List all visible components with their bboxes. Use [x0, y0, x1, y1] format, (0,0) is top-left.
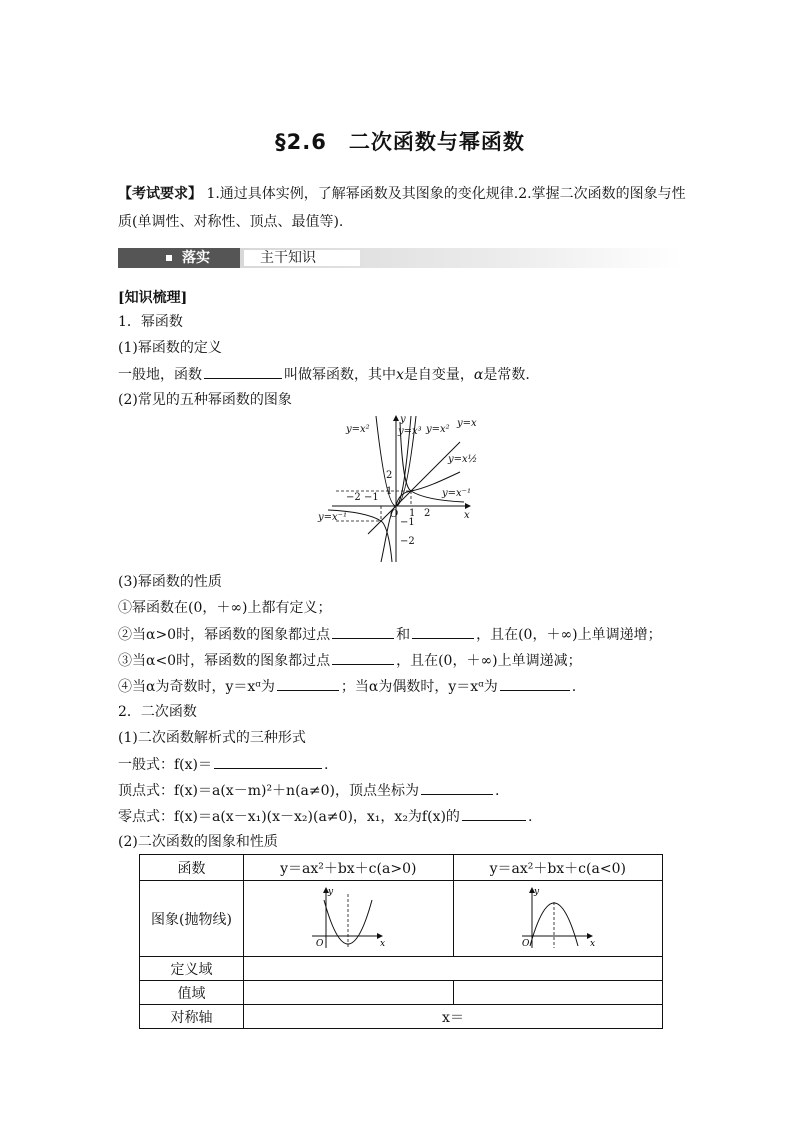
table-cell-axis: x＝ [244, 1005, 663, 1029]
label-y-x: y=x [457, 418, 477, 429]
p4-text-b: ；当α为偶数时，y＝xᵅ为 [340, 679, 498, 695]
fig-up-x: x [380, 938, 386, 949]
fig-down-o: O [521, 938, 530, 949]
blank-f3 [462, 806, 526, 821]
definition-line [118, 364, 530, 385]
def-x: x [396, 367, 404, 383]
label-y-x2: y=x² [346, 424, 370, 435]
origin-label: O [390, 509, 399, 520]
def-alpha: α [473, 367, 484, 383]
label-y-inv-left: y=x⁻¹ [318, 512, 347, 523]
part2-sub1: (1)二次函数解析式的三种形式 [118, 730, 306, 746]
part1-sub1: (1)幂函数的定义 [118, 340, 222, 356]
part1-sub3: (3)幂函数的性质 [118, 574, 222, 590]
blank-p3 [332, 650, 394, 665]
table-row [140, 981, 663, 1005]
property-3 [118, 650, 582, 671]
f1-text-a: 一般式：f(x)＝ [118, 757, 213, 773]
property-1: ①幂函数在(0，＋∞)上都有定义； [118, 600, 332, 616]
tick-y-m2: −2 [400, 536, 415, 547]
parabola-down-figure [518, 884, 598, 950]
table-header-a-pos: y＝ax²＋bx＋c(a>0) [244, 855, 453, 881]
requirements-line-1 [118, 184, 686, 204]
table-label-graph: 图象(抛物线) [140, 881, 244, 957]
fig-up-y: y [328, 886, 334, 897]
table-row [140, 1005, 663, 1029]
parabola-up-figure [308, 884, 388, 950]
table-row [140, 855, 663, 881]
form-general [118, 754, 328, 775]
blank-p4-1 [277, 676, 339, 691]
def-text-a: 一般地，函数 [118, 367, 202, 383]
table-label-domain: 定义域 [140, 957, 244, 981]
tick-x-m1: −1 [364, 492, 379, 503]
blank-p4-2 [500, 676, 570, 691]
p4-text-c: . [571, 679, 577, 695]
blank-definition [204, 364, 282, 379]
banner-light [240, 248, 682, 268]
fig-down-x: x [589, 938, 595, 949]
form-zero [118, 806, 532, 827]
banner-dark-text: 落实 [182, 250, 210, 266]
part1-sub2: (2)常见的五种幂函数的图象 [118, 392, 292, 408]
part2-sub2: (2)二次函数的图象和性质 [118, 834, 278, 850]
fig-down-y: y [533, 886, 539, 897]
p2-text-a: ②当α>0时，幂函数的图象都过点 [118, 627, 331, 643]
table-cell-graph-up [244, 881, 453, 957]
def-text-c: 是自变量， [403, 367, 474, 383]
property-4 [118, 676, 576, 697]
p2-text-b: 和 [396, 627, 411, 643]
p2-text-c: ，且在(0，＋∞)上单调递增； [476, 627, 662, 643]
requirements-text-2: 质(单调性、对称性、顶点、最值等). [118, 214, 344, 230]
table-cell-domain [244, 957, 663, 981]
def-text-d: 是常数. [483, 367, 530, 383]
fig-up-o: O [316, 938, 324, 949]
property-2 [118, 624, 662, 645]
table-header-function: 函数 [140, 855, 244, 881]
axis-y-label: y [400, 414, 406, 425]
blank-f2 [421, 780, 493, 795]
requirements-text-1: 1.通过具体实例，了解幂函数及其图象的变化规律.2.掌握二次函数的图象与性 [206, 186, 686, 202]
label-y-x2b: y=x² [426, 424, 450, 435]
p4-text-a: ④当α为奇数时，y＝xᵅ为 [118, 679, 275, 695]
part1-heading: 1．幂函数 [118, 314, 183, 330]
table-label-range: 值域 [140, 981, 244, 1005]
page-title: §2.6 二次函数与幂函数 [275, 130, 525, 154]
table-row [140, 957, 663, 981]
blank-p2-1 [332, 624, 394, 639]
f1-text-b: . [324, 757, 329, 773]
quadratic-table [139, 854, 663, 1029]
requirements-label: 【考试要求】 [118, 186, 202, 202]
table-row [140, 881, 663, 957]
section-banner [118, 248, 682, 268]
label-y-x3: y=x³ [398, 426, 422, 437]
label-y-sqrt: y=x½ [448, 454, 478, 465]
axis-x-label: x [464, 510, 470, 521]
tick-x-m2: −2 [346, 492, 361, 503]
table-label-axis: 对称轴 [140, 1005, 244, 1029]
banner-light-text: 主干知识 [244, 250, 360, 266]
table-cell-graph-down [453, 881, 663, 957]
section-label: [知识梳理] [118, 290, 188, 306]
banner-dark [118, 248, 240, 268]
f3-text-a: 零点式：f(x)＝a(x－x₁)(x－x₂)(a≠0)，x₁，x₂为f(x)的 [118, 809, 460, 825]
part2-heading: 2．二次函数 [118, 704, 197, 720]
tick-x-2: 2 [424, 508, 431, 519]
label-y-inv-right: y=x⁻¹ [442, 488, 471, 499]
table-cell-range-up [244, 981, 453, 1005]
f2-text-a: 顶点式：f(x)＝a(x－m)²＋n(a≠0)，顶点坐标为 [118, 783, 419, 799]
tick-x-1: 1 [409, 508, 416, 519]
def-text-b: 叫做幂函数，其中 [284, 367, 396, 383]
blank-f1 [214, 754, 322, 769]
tick-y-1: 1 [386, 486, 393, 497]
table-header-a-neg: y＝ax²＋bx＋c(a<0) [453, 855, 663, 881]
tick-y-m1: −1 [400, 517, 415, 528]
tick-y-2: 2 [386, 470, 393, 481]
f2-text-b: . [494, 783, 500, 799]
square-bullet-icon [166, 255, 172, 261]
p3-text-a: ③当α<0时，幂函数的图象都过点 [118, 653, 331, 669]
f3-text-b: . [527, 809, 533, 825]
form-vertex [118, 780, 499, 801]
blank-p2-2 [412, 624, 474, 639]
table-cell-range-down [453, 981, 663, 1005]
p3-text-b: ，且在(0，＋∞)上单调递减； [396, 653, 582, 669]
power-function-graph [312, 412, 484, 564]
